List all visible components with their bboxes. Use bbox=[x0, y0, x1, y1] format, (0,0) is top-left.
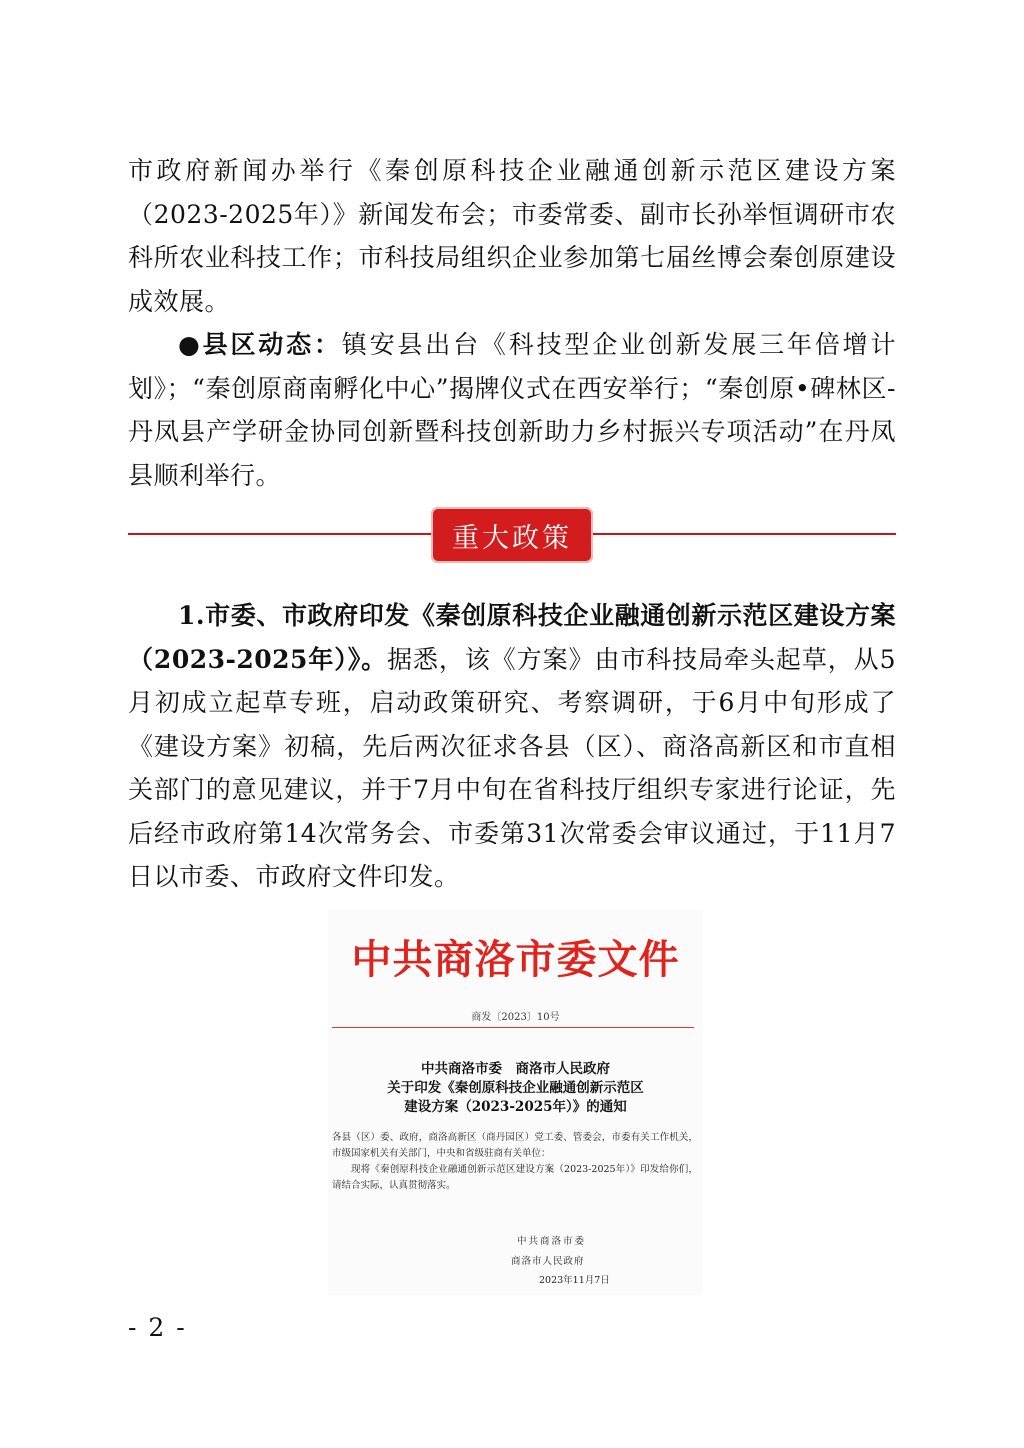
section-divider-right bbox=[593, 533, 896, 535]
document-title bbox=[328, 1060, 703, 1117]
section-title-badge: 重大政策 bbox=[431, 507, 593, 563]
document-signer-1: 中共商洛市委 bbox=[517, 1236, 587, 1247]
county-news-line bbox=[128, 323, 896, 497]
document-number: 商发〔2023〕10号 bbox=[471, 1012, 560, 1023]
city-news-paragraph bbox=[128, 149, 896, 323]
county-news-paragraph bbox=[128, 323, 896, 497]
page-number: - 2 - bbox=[128, 1313, 187, 1342]
county-news-label: ●县区动态： bbox=[178, 330, 342, 359]
document-body bbox=[332, 1130, 698, 1194]
document-body-text: 现将《秦创原科技企业融通创新示范区建设方案（2023-2025年）》印发给你们，请结合实际，认真贯彻落实。 bbox=[332, 1164, 698, 1191]
policy-item-line bbox=[128, 594, 896, 899]
document-date: 2023年11月7日 bbox=[539, 1275, 610, 1286]
document-signer-2: 商洛市人民政府 bbox=[511, 1256, 585, 1267]
document-recipients: 各县（区）委、政府，商洛高新区（商丹园区）党工委、管委会，市委有关工作机关，市级国家机关有关部门，中央和省级驻商有关单位： bbox=[332, 1132, 698, 1159]
document-title-line1: 中共商洛市委 商洛市人民政府 bbox=[421, 1061, 610, 1077]
document-title-line3: 建设方案（2023-2025年）》的通知 bbox=[404, 1099, 627, 1115]
county-news-text: 镇安县出台《科技型企业创新发展三年倍增计划》；“秦创原商南孵化中心”揭牌仪式在西安举行；“秦创原•碑林区-丹凤县产学研金协同创新暨科技创新助力乡村振兴专项活动”在丹凤县顺利举行。 bbox=[128, 330, 896, 490]
official-document-image bbox=[328, 910, 703, 1295]
city-news-text: 市政府新闻办举行《秦创原科技企业融通创新示范区建设方案（2023-2025年）》新闻发布会；市委常委、副市长孙举恒调研市农科所农业科技工作；市科技局组织企业参加第七届丝博会秦创原建设成效展。 bbox=[128, 156, 896, 316]
document-red-rule bbox=[332, 1027, 694, 1028]
document-title-line2: 关于印发《秦创原科技企业融通创新示范区 bbox=[387, 1080, 644, 1096]
policy-item-paragraph bbox=[128, 594, 896, 899]
section-divider-left bbox=[128, 533, 431, 535]
document-header: 中共商洛市委文件 bbox=[351, 936, 680, 983]
policy-item-heading: 1.市委、市政府印发《秦创原科技企业融通创新示范区建设方案（2023-2025年）》。 bbox=[128, 601, 896, 674]
policy-item-body: 据悉，该《方案》由市科技局牵头起草，从5月初成立起草专班，启动政策研究、考察调研，于6月中旬形成了《建设方案》初稿，先后两次征求各县（区）、商洛高新区和市直相关部门的意见建议，并于7月中旬在省科技厅组织专家进行论证，先后经市政府第14次常务会、市委第31次常委会审议通过，于11月7日以市委、市政府文件印发。 bbox=[128, 644, 896, 891]
